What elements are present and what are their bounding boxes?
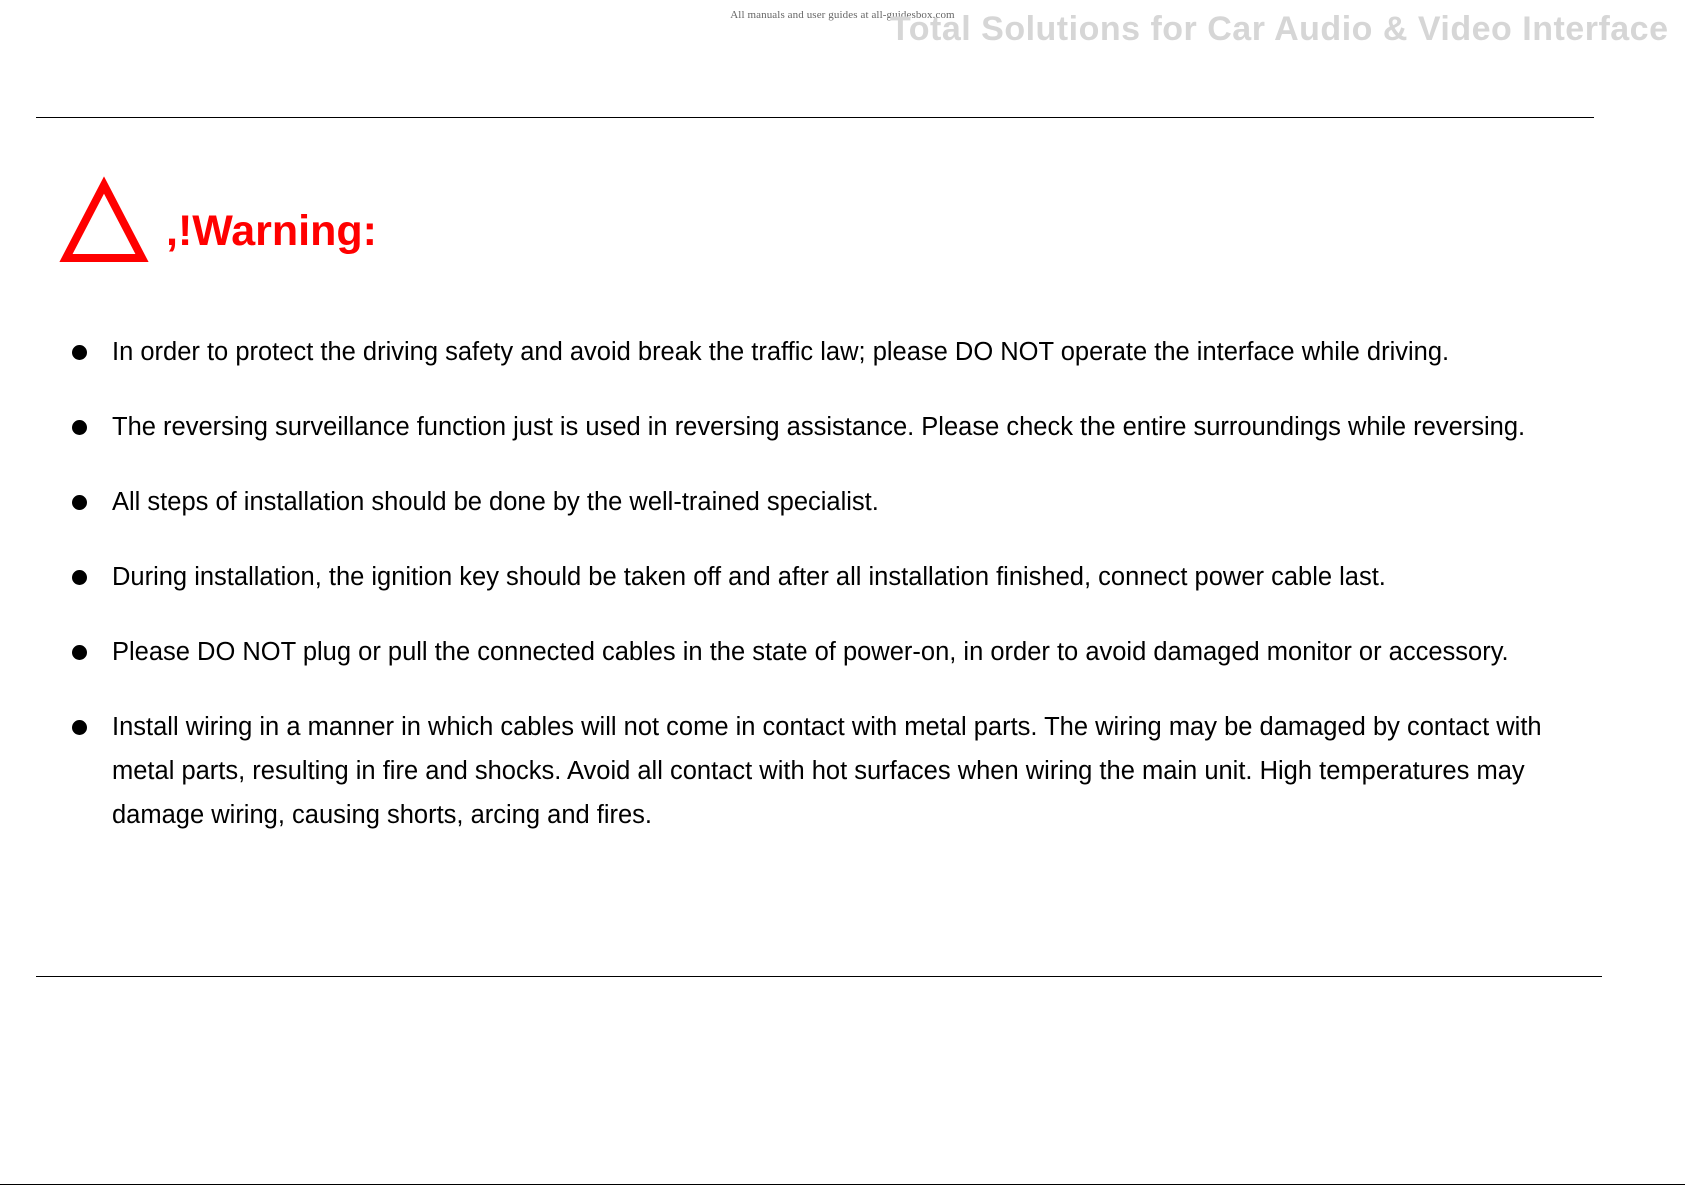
- warning-heading: [62, 178, 377, 264]
- bullet-dot-icon: [72, 720, 87, 735]
- bullet-dot-icon: [72, 570, 87, 585]
- bullet-dot-icon: [72, 345, 87, 360]
- warning-list: [70, 330, 1600, 868]
- list-item-text: The reversing surveillance function just is used in reversing assistance. Please check the entire surroundings while reversing.: [112, 413, 1526, 441]
- list-item: [70, 555, 1600, 599]
- header-tagline-text: Total Solutions for Car Audio & Video Interface: [890, 10, 1669, 48]
- header-tagline: [890, 0, 1669, 48]
- bullet-dot-icon: [72, 495, 87, 510]
- list-item-text: Install wiring in a manner in which cables will not come in contact with metal parts. The wiring may be damaged by contact with metal parts, resulting in fire and shocks. Avoid all contact with hot surfaces when wiring the main unit. High temperatures may damage wiring, causing shorts, arcing and fires.: [112, 713, 1542, 829]
- warning-title: ,!Warning:: [166, 206, 377, 255]
- warning-triangle-icon: [62, 179, 146, 263]
- list-item-text: Please DO NOT plug or pull the connected cables in the state of power-on, in order to avoid damaged monitor or accessory.: [112, 638, 1509, 666]
- list-item-text: All steps of installation should be done by the well-trained specialist.: [112, 488, 879, 516]
- watermark-text: All manuals and user guides at all-guidesbox.com: [730, 9, 955, 21]
- top-divider: [36, 117, 1594, 118]
- list-item: [70, 405, 1600, 449]
- bullet-dot-icon: [72, 420, 87, 435]
- list-item: [70, 330, 1600, 374]
- list-item-text: In order to protect the driving safety and avoid break the traffic law; please DO NOT operate the interface while driving.: [112, 338, 1450, 366]
- list-item-text: During installation, the ignition key should be taken off and after all installation finished, connect power cable last.: [112, 563, 1386, 591]
- page-edge-line: [0, 1184, 1685, 1185]
- list-item: [70, 480, 1600, 524]
- list-item: [70, 630, 1600, 674]
- bullet-dot-icon: [72, 645, 87, 660]
- bottom-divider: [36, 976, 1602, 977]
- list-item: [70, 705, 1600, 837]
